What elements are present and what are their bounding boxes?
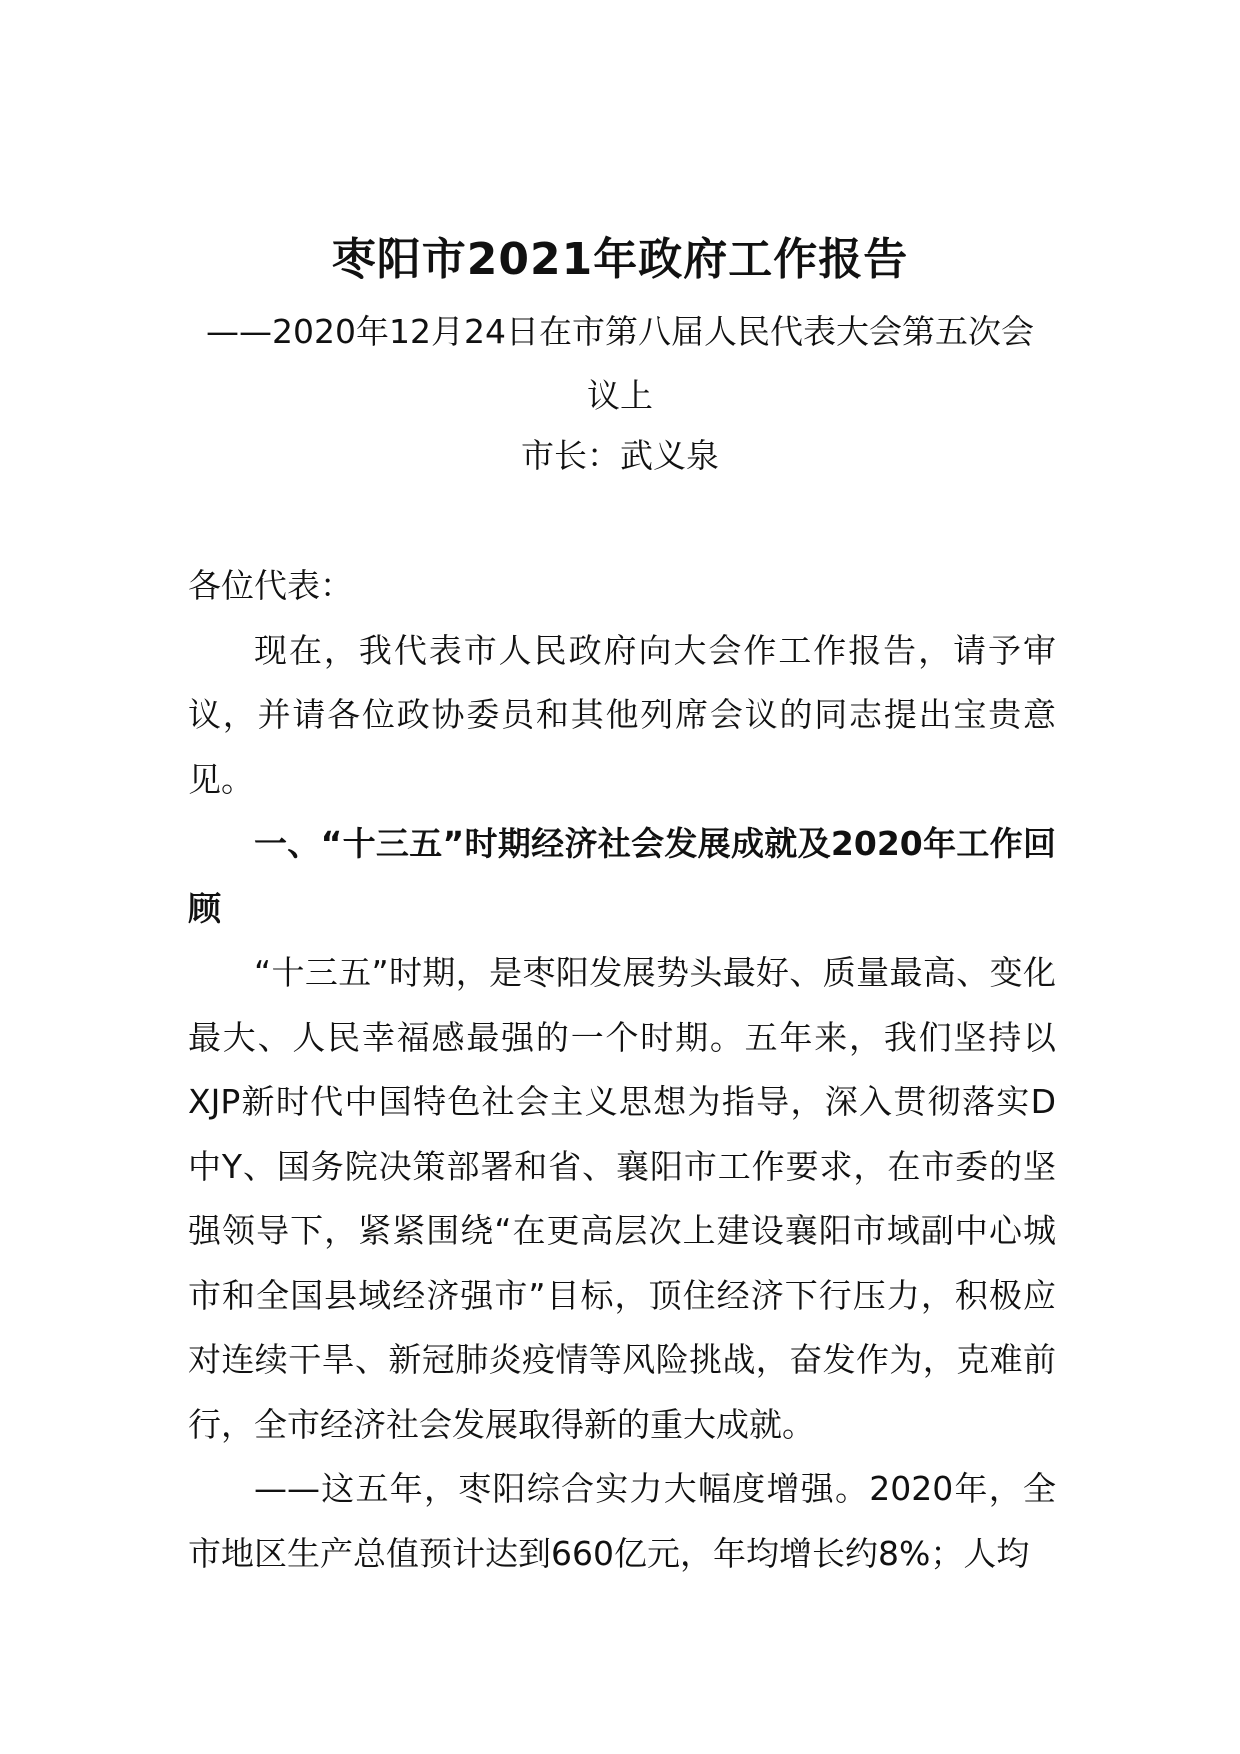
paragraph-period-review: “十三五”时期，是枣阳发展势头最好、质量最高、变化最大、人民幸福感最强的一个时期。五年来，我们坚持以XJP新时代中国特色社会主义思想为指导，深入贯彻落实D中Y、国务院决策部署和省、襄阳市工作要求，在市委的坚强领导下，紧紧围绕“在更高层次上建设襄阳市域副中心城市和全国县域经济强市”目标，顶住经济下行压力，积极应对连续干旱、新冠肺炎疫情等风险挑战，奋发作为，克难前行，全市经济社会发展取得新的重大成就。 bbox=[188, 953, 1056, 1444]
paragraph-strength: ——这五年，枣阳综合实力大幅度增强。2020年，全市地区生产总值预计达到660亿元，年均增长约8%；人均 bbox=[188, 1469, 1056, 1573]
document-title: 枣阳市2021年政府工作报告 bbox=[331, 234, 909, 285]
paragraph-intro: 现在，我代表市人民政府向大会作工作报告，请予审议，并请各位政协委员和其他列席会议的同志提出宝贵意见。 bbox=[188, 630, 1056, 799]
document-body bbox=[188, 554, 1056, 1586]
document-subtitle: ——2020年12月24日在市第八届人民代表大会第五次会议上 bbox=[206, 312, 1034, 415]
document-author: 市长：武义泉 bbox=[521, 436, 719, 475]
salutation: 各位代表： bbox=[188, 566, 353, 605]
section-heading: 一、“十三五”时期经济社会发展成就及2020年工作回顾 bbox=[188, 824, 1056, 928]
